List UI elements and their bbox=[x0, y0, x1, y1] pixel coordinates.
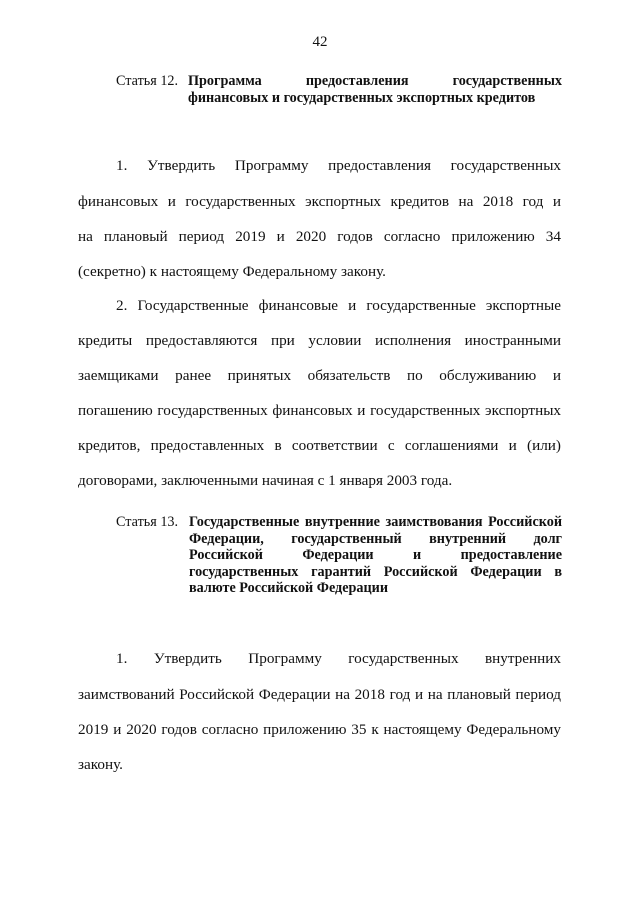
article-12-p1-line: (секретно) к настоящему Федеральному закону. bbox=[78, 263, 386, 280]
article-13-p1-line: закону. bbox=[78, 756, 123, 773]
article-12-p2-line: договорами, заключенными начиная с 1 января 2003 года. bbox=[78, 472, 453, 489]
article-13-p1-line: 1. Утвердить Программу государственных внутренних bbox=[116, 650, 561, 667]
article-13-p1-line: 2019 и 2020 годов согласно приложению 35 к настоящему Федеральному bbox=[78, 721, 561, 738]
article-13-title: Государственные внутренние заимствования Российской Федерации, государственный внутренний долг Российской Федерации и предоставление государственных гарантий Российской Федерации в валюте Российской Федерации bbox=[189, 514, 562, 596]
article-13-heading bbox=[116, 514, 562, 597]
article-12-p2-line: 2. Государственные финансовые и государственные экспортные bbox=[116, 297, 561, 314]
article-12-title: Программа предоставления государственных финансовых и государственных экспортных кредитов bbox=[188, 73, 562, 106]
article-12-p2-line: заемщиками ранее принятых обязательств по обслуживанию и bbox=[78, 367, 561, 384]
article-12-label: Статья 12. bbox=[116, 73, 179, 89]
page-number: 42 bbox=[312, 34, 328, 50]
article-12-heading bbox=[116, 73, 562, 106]
article-12-p2-line: погашению государственных финансовых и государственных экспортных bbox=[78, 402, 561, 419]
article-13-label: Статья 13. bbox=[116, 514, 179, 530]
article-13-p1-line: заимствований Российской Федерации на 2018 год и на плановый период bbox=[78, 686, 561, 703]
article-12-p1-line: на плановый период 2019 и 2020 годов согласно приложению 34 bbox=[78, 228, 561, 245]
article-12-p1-line: 1. Утвердить Программу предоставления государственных bbox=[116, 157, 561, 174]
article-12-p2-line: кредитов, предоставленных в соответствии с соглашениями и (или) bbox=[78, 437, 561, 454]
article-12-p1-line: финансовых и государственных экспортных кредитов на 2018 год и bbox=[78, 193, 561, 210]
article-12-p2-line: кредиты предоставляются при условии исполнения иностранными bbox=[78, 332, 561, 349]
